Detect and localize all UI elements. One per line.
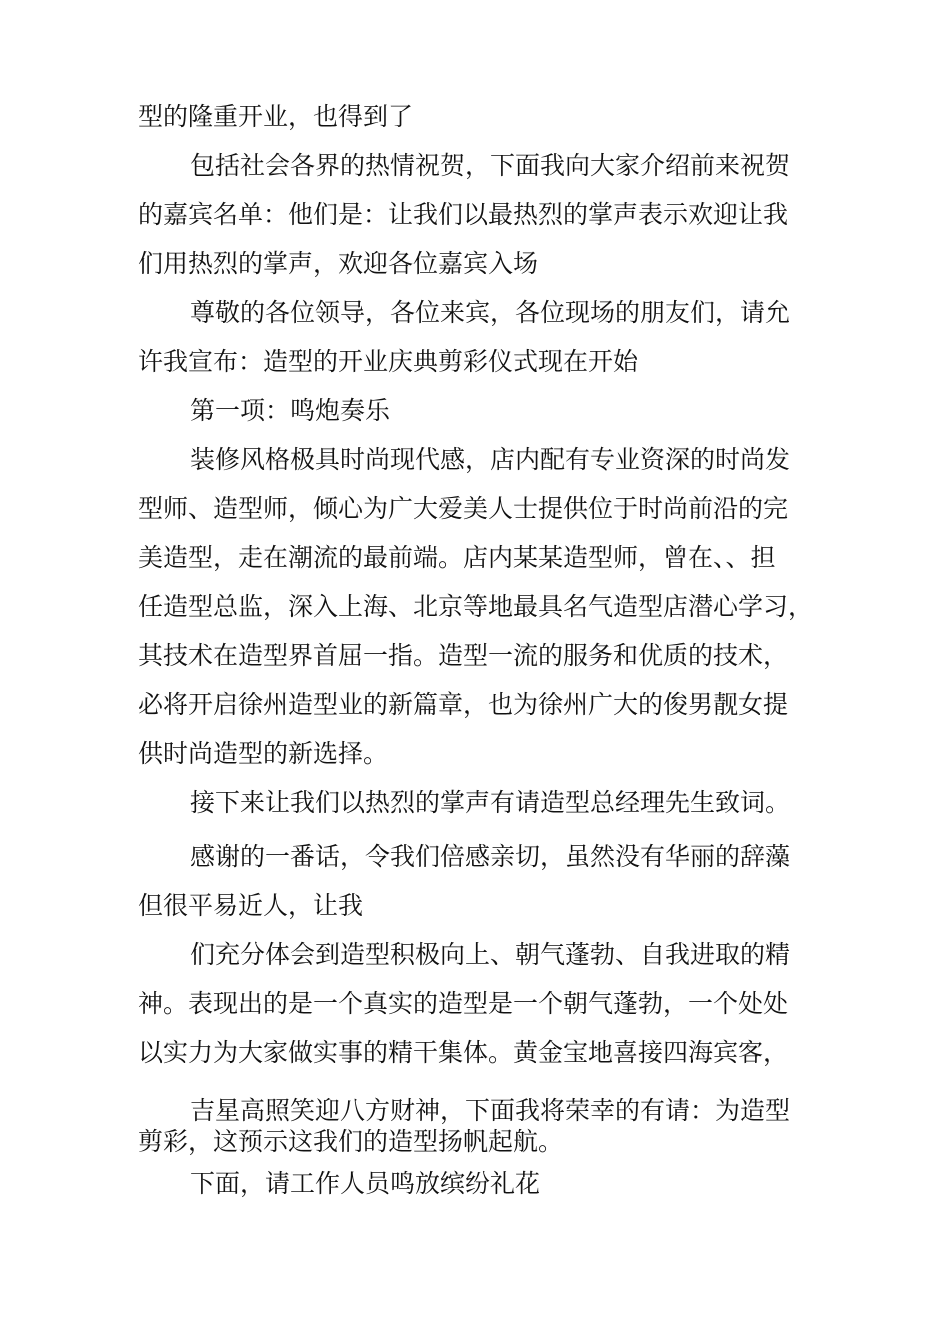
text-line: 感谢的一番话，令我们倍感亲切，虽然没有华丽的辞藻 <box>190 842 791 871</box>
paragraph-item-one <box>138 386 828 435</box>
text-line: 包括社会各界的热情祝贺，下面我向大家介绍前来祝贺 <box>190 151 791 180</box>
text-line: 第一项：鸣炮奏乐 <box>190 396 391 425</box>
text-line: 型的隆重开业，也得到了 <box>138 102 414 131</box>
paragraph-thanks <box>138 832 828 930</box>
text-line: 剪彩，这预示这我们的造型扬帆起航。 <box>138 1127 564 1156</box>
text-line: 必将开启徐州造型业的新篇章，也为徐州广大的俊男靓女提 <box>138 690 789 719</box>
text-line: 吉星高照笑迎八方财神，下面我将荣幸的有请：为造型 <box>190 1096 791 1125</box>
text-line: 们充分体会到造型积极向上、朝气蓬勃、自我进取的精 <box>190 940 791 969</box>
paragraph-opening-continuation <box>138 92 828 141</box>
paragraph-ribbon-cutting <box>138 1095 828 1157</box>
paragraph-spirit <box>138 930 828 1077</box>
paragraph-ceremony-announcement <box>138 288 828 386</box>
text-line: 其技术在造型界首屈一指。造型一流的服务和优质的技术， <box>138 641 789 670</box>
text-line: 供时尚造型的新选择。 <box>138 739 389 768</box>
text-line: 许我宣布：造型的开业庆典剪彩仪式现在开始 <box>138 347 639 376</box>
paragraph-guest-list <box>138 141 828 288</box>
text-line: 下面，请工作人员鸣放缤纷礼花 <box>190 1169 541 1198</box>
text-line: 美造型，走在潮流的最前端。店内某某造型师，曾在、、担 <box>138 543 776 572</box>
text-line: 型师、造型师，倾心为广大爱美人士提供位于时尚前沿的完 <box>138 494 789 523</box>
text-line: 神。表现出的是一个真实的造型是一个朝气蓬勃，一个处处 <box>138 989 789 1018</box>
text-line: 的嘉宾名单：他们是：让我们以最热烈的掌声表示欢迎让我 <box>138 200 789 229</box>
text-line: 尊敬的各位领导，各位来宾，各位现场的朋友们，请允 <box>190 298 791 327</box>
paragraph-manager-speech <box>138 778 828 827</box>
text-line: 以实力为大家做实事的精干集体。黄金宝地喜接四海宾客， <box>138 1038 789 1067</box>
paragraph-fireworks <box>138 1159 828 1208</box>
text-line: 装修风格极具时尚现代感，店内配有专业资深的时尚发 <box>190 445 791 474</box>
text-line: 接下来让我们以热烈的掌声有请造型总经理先生致词。 <box>190 788 791 817</box>
text-line: 任造型总监，深入上海、北京等地最具名气造型店潜心学习， <box>138 592 814 621</box>
paragraph-store-introduction <box>138 435 828 778</box>
text-line: 们用热烈的掌声，欢迎各位嘉宾入场 <box>138 249 539 278</box>
text-line: 但很平易近人，让我 <box>138 891 364 920</box>
